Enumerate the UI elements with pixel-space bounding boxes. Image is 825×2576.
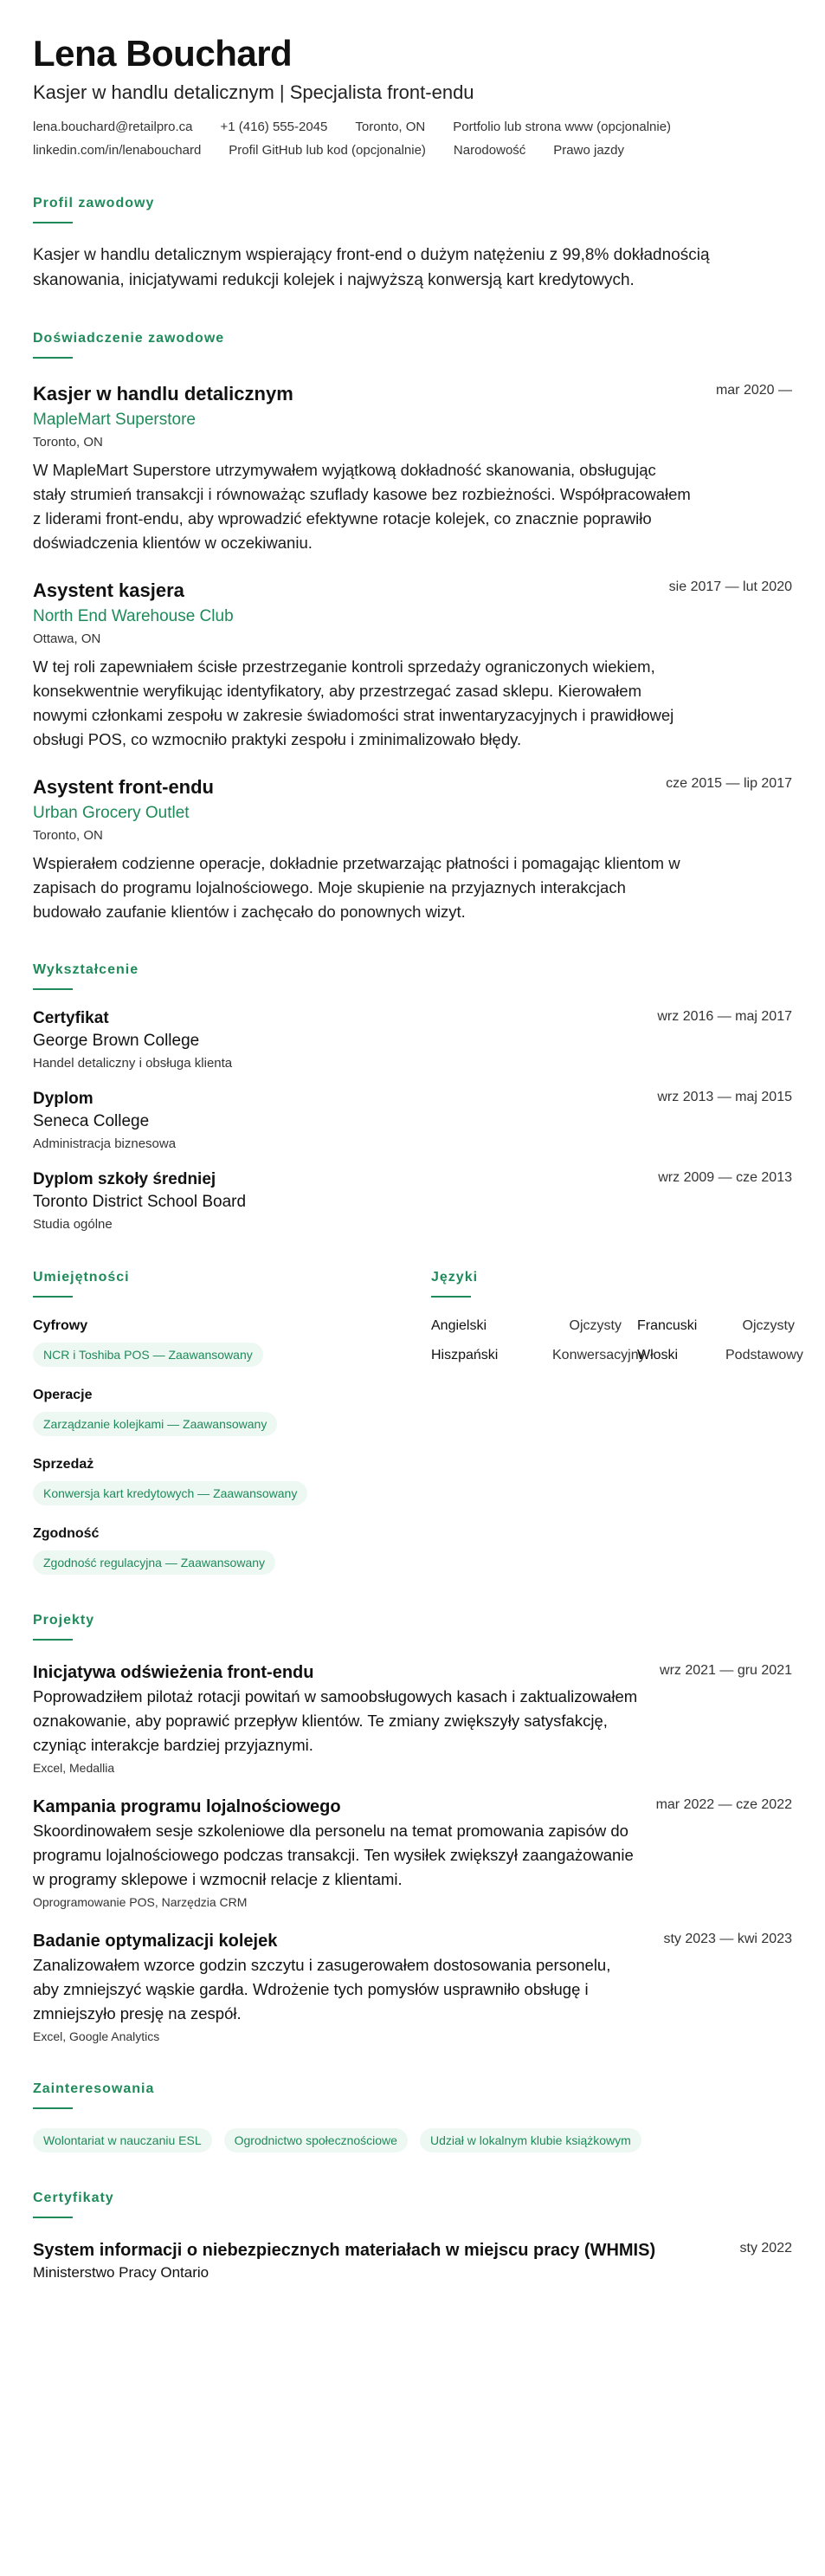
skills-section — [33, 1270, 431, 1575]
language-level: Podstawowy — [725, 1348, 803, 1362]
projects-section — [33, 1613, 792, 2043]
skill-group — [33, 1388, 431, 1436]
job-date: mar 2020 — — [715, 383, 792, 398]
section-title: Zainteresowania — [33, 2081, 155, 2096]
contact-phone[interactable]: +1 (416) 555-2045 — [220, 120, 328, 134]
language-name: Angielski — [431, 1318, 487, 1333]
job-description: Wspierałem codzienne operacje, dokładnie przetwarzając płatności i pomagając klientom w zapisach do programu lojalnościowego. Moje skupienie na przyjaznych interakcjach budowało zaufanie klientów i zachęcało do ponownych wizyt. — [33, 854, 680, 921]
language-level: Ojczysty — [742, 1318, 795, 1333]
job-title: Kasjer w handlu detalicznym — [33, 383, 293, 405]
certificate-item — [33, 2241, 792, 2282]
education-section — [33, 962, 792, 1232]
skill-chip: Zgodność regulacyjna — Zaawansowany — [33, 1550, 275, 1575]
interests-list — [33, 2128, 792, 2152]
interest-chip: Ogrodnictwo społecznościowe — [224, 2128, 408, 2152]
section-divider — [33, 2107, 73, 2109]
project-name: Kampania programu lojalnościowego — [33, 1797, 341, 1816]
interest-chip: Udział w lokalnym klubie książkowym — [420, 2128, 641, 2152]
project-tools: Excel, Google Analytics — [33, 2029, 160, 2043]
job-description: W MapleMart Superstore utrzymywałem wyjątkową dokładność skanowania, obsługując stały strumień transakcji i równoważąc szuflady kasowe bez rozbieżności. Współpracowałem z liderami front-endu, aby wprowadzić efektywne rotacje kolejek, co znacznie poprawiło doświadczenia klientów w oczekiwaniu. — [33, 461, 691, 552]
section-title: Profil zawodowy — [33, 196, 155, 210]
skill-chip: Konwersja kart kredytowych — Zaawansowany — [33, 1481, 307, 1505]
degree: Dyplom szkoły średniej — [33, 1170, 216, 1188]
school-name: George Brown College — [33, 1032, 200, 1050]
degree: Certyfikat — [33, 1009, 109, 1027]
certificate-issuer: Ministerstwo Pracy Ontario — [33, 2264, 209, 2281]
field-of-study: Administracja biznesowa — [33, 1136, 177, 1151]
section-title: Projekty — [33, 1613, 95, 1628]
certificate-name: System informacji o niebezpiecznych materiałach w miejscu pracy (WHMIS) — [33, 2241, 656, 2260]
project-tools: Excel, Medallia — [33, 1761, 115, 1775]
summary-section — [33, 196, 792, 293]
job-description: W tej roli zapewniałem ścisłe przestrzeganie kontroli sprzedaży ograniczonych wiekiem, konsekwentnie weryfikując identyfikatory, aby przestrzegać zasad sklepu. Kierowałem nowymi członkami zespołu w zakresie świadomości strat inwentaryzacyjnych i prawidłowej obsługi POS, co wzmocniło praktyki zespołu i zminimalizowało błędy. — [33, 657, 674, 748]
project-item — [33, 1663, 792, 1775]
certificates-section — [33, 2191, 792, 2282]
language-name: Francuski — [637, 1318, 698, 1333]
contact-location: Toronto, ON — [355, 120, 426, 134]
project-description: Skoordinowałem sesje szkoleniowe dla personelu na temat promowania zapisów do programu lojalnościowego podczas transakcji. Ten wysiłek zwiększył zaangażowanie w programy sklepowe i wzmocnił relacje z klientami. — [33, 1822, 634, 1888]
section-divider — [33, 222, 73, 223]
job-location: Ottawa, ON — [33, 631, 101, 646]
skills-languages-row — [33, 1270, 803, 1575]
experience-item — [33, 776, 792, 924]
project-name: Badanie optymalizacji kolejek — [33, 1932, 278, 1951]
headline: Kasjer w handlu detalicznym | Specjalista front-endu — [33, 81, 474, 103]
languages-grid — [431, 1318, 803, 1363]
section-title: Wykształcenie — [33, 962, 139, 977]
section-divider — [431, 1296, 471, 1298]
section-title: Języki — [431, 1270, 479, 1285]
project-item — [33, 1932, 792, 2043]
interests-section — [33, 2081, 792, 2152]
skill-category: Cyfrowy — [33, 1318, 88, 1333]
project-description: Zanalizowałem wzorce godzin szczytu i zasugerowałem dostosowania personelu, aby zmniejszyć wąskie gardła. Wdrożenie tych pomysłów usprawniło obsługę i zmniejszyło presję na zespół. — [33, 1956, 611, 2023]
section-divider — [33, 988, 73, 990]
languages-section — [431, 1270, 803, 1575]
skill-group — [33, 1457, 431, 1505]
education-date: wrz 2016 — maj 2017 — [657, 1009, 792, 1024]
education-item — [33, 1170, 792, 1232]
section-title: Certyfikaty — [33, 2191, 114, 2205]
section-title: Umiejętności — [33, 1270, 130, 1285]
interest-chip: Wolontariat w nauczaniu ESL — [33, 2128, 212, 2152]
contact-github[interactable]: Profil GitHub lub kod (opcjonalnie) — [229, 143, 426, 158]
project-tools: Oprogramowanie POS, Narzędzia CRM — [33, 1895, 248, 1909]
skill-chip: Zarządzanie kolejkami — Zaawansowany — [33, 1412, 277, 1436]
experience-item — [33, 383, 792, 555]
language-level: Ojczysty — [569, 1318, 622, 1333]
experience-section — [33, 331, 792, 924]
job-location: Toronto, ON — [33, 435, 103, 450]
job-date: sie 2017 — lut 2020 — [668, 579, 792, 594]
job-date: cze 2015 — lip 2017 — [666, 776, 792, 791]
section-title: Doświadczenie zawodowe — [33, 331, 225, 346]
section-divider — [33, 1639, 73, 1641]
project-date: mar 2022 — cze 2022 — [655, 1797, 792, 1812]
project-name: Inicjatywa odświeżenia front-endu — [33, 1663, 314, 1682]
project-description: Poprowadziłem pilotaż rotacji powitań w samoobsługowych kasach i zaktualizowałem oznakowanie, aby poprawić przepływ klientów. Te zmiany zwiększyły satysfakcję, czyniąc interakcje bardziej przyjaznymi. — [33, 1687, 638, 1754]
contact-portfolio[interactable]: Portfolio lub strona www (opcjonalnie) — [453, 120, 672, 134]
language-level: Konwersacyjny — [552, 1348, 646, 1362]
project-date: sty 2023 — kwi 2023 — [663, 1932, 792, 1946]
job-location: Toronto, ON — [33, 828, 103, 843]
certificate-date: sty 2022 — [739, 2241, 792, 2256]
job-title: Asystent kasjera — [33, 579, 184, 601]
education-date: wrz 2013 — maj 2015 — [657, 1090, 792, 1104]
education-item — [33, 1090, 792, 1151]
job-title: Asystent front-endu — [33, 776, 214, 798]
language-name: Włoski — [637, 1348, 679, 1362]
project-item — [33, 1797, 792, 1909]
education-item — [33, 1009, 792, 1071]
field-of-study: Studia ogólne — [33, 1217, 113, 1232]
school-name: Seneca College — [33, 1112, 150, 1130]
contact-nationality: Narodowość — [453, 143, 526, 158]
skill-chip: NCR i Toshiba POS — Zaawansowany — [33, 1343, 263, 1367]
skill-category: Zgodność — [33, 1526, 100, 1541]
skill-group — [33, 1318, 431, 1367]
summary-text: Kasjer w handlu detalicznym wspierający front-end o dużym natężeniu z 99,8% dokładnością skanowania, inicjatywami redukcji kolejek i najwyższą konwersją kart kredytowych. — [33, 246, 710, 289]
company-name: North End Warehouse Club — [33, 607, 234, 625]
company-name: MapleMart Superstore — [33, 411, 196, 429]
contact-list — [33, 120, 743, 158]
school-name: Toronto District School Board — [33, 1193, 247, 1211]
contact-driving-license: Prawo jazdy — [553, 143, 624, 158]
skill-category: Operacje — [33, 1388, 93, 1402]
skill-category: Sprzedaż — [33, 1457, 94, 1472]
section-divider — [33, 2217, 73, 2218]
education-date: wrz 2009 — cze 2013 — [658, 1170, 792, 1185]
language-name: Hiszpański — [431, 1348, 499, 1362]
company-name: Urban Grocery Outlet — [33, 804, 190, 822]
field-of-study: Handel detaliczny i obsługa klienta — [33, 1056, 233, 1071]
degree: Dyplom — [33, 1090, 93, 1108]
project-date: wrz 2021 — gru 2021 — [660, 1663, 792, 1678]
contact-linkedin[interactable]: linkedin.com/in/lenabouchard — [33, 143, 202, 158]
skill-group — [33, 1526, 431, 1575]
contact-email[interactable]: lena.bouchard@retailpro.ca — [33, 120, 193, 134]
section-divider — [33, 357, 73, 359]
section-divider — [33, 1296, 73, 1298]
candidate-name: Lena Bouchard — [33, 33, 293, 74]
experience-item — [33, 579, 792, 752]
